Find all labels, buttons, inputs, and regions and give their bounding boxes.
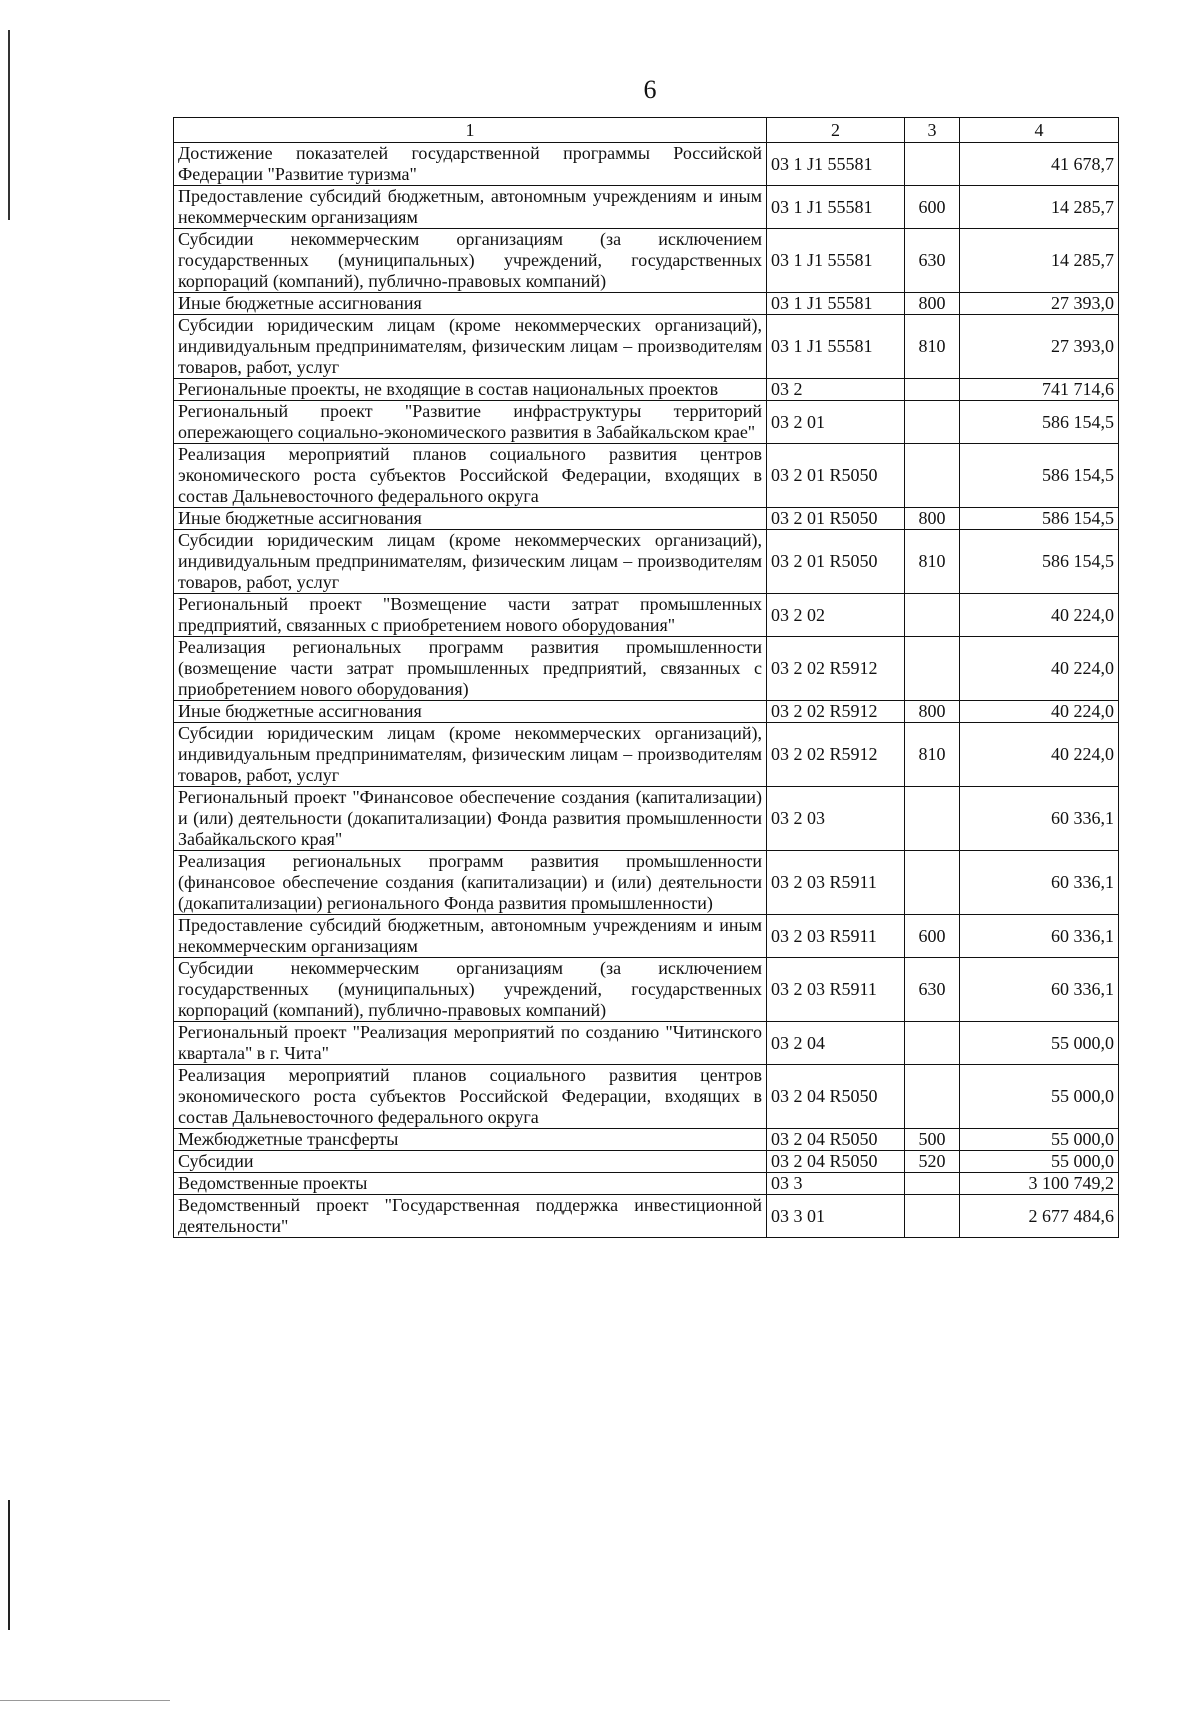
- cell-amount: 55 000,0: [960, 1022, 1119, 1065]
- cell-name: Субсидии юридическим лицам (кроме некоммерческих организаций), индивидуальным предпринимателям, физическим лицам – производителям товаров, работ, услуг: [174, 530, 767, 594]
- cell-name: Региональные проекты, не входящие в состав национальных проектов: [174, 379, 767, 401]
- cell-code: 03 3 01: [767, 1195, 905, 1238]
- cell-type: [905, 594, 960, 637]
- cell-amount: 14 285,7: [960, 229, 1119, 293]
- cell-type: 810: [905, 315, 960, 379]
- table-row: [174, 1151, 1119, 1173]
- cell-type: 500: [905, 1129, 960, 1151]
- cell-amount: 3 100 749,2: [960, 1173, 1119, 1195]
- cell-amount: 40 224,0: [960, 701, 1119, 723]
- cell-code: 03 2 02 R5912: [767, 701, 905, 723]
- cell-type: 800: [905, 293, 960, 315]
- cell-code: 03 2 04: [767, 1022, 905, 1065]
- cell-code: 03 2 04 R5050: [767, 1129, 905, 1151]
- cell-code: 03 2 01: [767, 401, 905, 444]
- table-row: [174, 1022, 1119, 1065]
- table-row: [174, 637, 1119, 701]
- cell-code: 03 2 01 R5050: [767, 508, 905, 530]
- cell-amount: 55 000,0: [960, 1151, 1119, 1173]
- table-row: [174, 1065, 1119, 1129]
- cell-code: 03 2 03 R5911: [767, 851, 905, 915]
- table-row: [174, 958, 1119, 1022]
- column-header-type: 3: [905, 118, 960, 143]
- cell-code: 03 2 04 R5050: [767, 1151, 905, 1173]
- table-row: [174, 186, 1119, 229]
- cell-amount: 40 224,0: [960, 637, 1119, 701]
- column-header-name: 1: [174, 118, 767, 143]
- cell-type: 600: [905, 186, 960, 229]
- cell-name: Субсидии некоммерческим организациям (за исключением государственных (муниципальных) учреждений, государственных корпораций (компаний), публично-правовых компаний): [174, 958, 767, 1022]
- column-header-code: 2: [767, 118, 905, 143]
- cell-amount: 586 154,5: [960, 530, 1119, 594]
- cell-type: [905, 1195, 960, 1238]
- cell-code: 03 1 J1 55581: [767, 315, 905, 379]
- table-header-row: [174, 118, 1119, 143]
- cell-type: [905, 637, 960, 701]
- cell-amount: 40 224,0: [960, 594, 1119, 637]
- cell-name: Региональный проект "Развитие инфраструктуры территорий опережающего социально-экономического развития в Забайкальском крае": [174, 401, 767, 444]
- cell-name: Иные бюджетные ассигнования: [174, 293, 767, 315]
- cell-code: 03 2 01 R5050: [767, 444, 905, 508]
- cell-code: 03 2 03 R5911: [767, 915, 905, 958]
- table-row: [174, 401, 1119, 444]
- cell-name: Реализация мероприятий планов социального развития центров экономического роста субъектов Российской Федерации, входящих в состав Дальневосточного федерального округа: [174, 444, 767, 508]
- cell-type: 800: [905, 701, 960, 723]
- cell-name: Предоставление субсидий бюджетным, автономным учреждениям и иным некоммерческим организациям: [174, 186, 767, 229]
- cell-name: Субсидии некоммерческим организациям (за исключением государственных (муниципальных) учреждений, государственных корпораций (компаний), публично-правовых компаний): [174, 229, 767, 293]
- cell-name: Региональный проект "Возмещение части затрат промышленных предприятий, связанных с приобретением нового оборудования": [174, 594, 767, 637]
- cell-amount: 27 393,0: [960, 315, 1119, 379]
- cell-name: Субсидии: [174, 1151, 767, 1173]
- cell-type: 810: [905, 530, 960, 594]
- scan-edge-mark: [8, 30, 10, 220]
- cell-type: [905, 143, 960, 186]
- cell-amount: 55 000,0: [960, 1129, 1119, 1151]
- cell-amount: 586 154,5: [960, 444, 1119, 508]
- cell-name: Ведомственный проект "Государственная поддержка инвестиционной деятельности": [174, 1195, 767, 1238]
- table-row: [174, 293, 1119, 315]
- cell-type: [905, 401, 960, 444]
- cell-name: Субсидии юридическим лицам (кроме некоммерческих организаций), индивидуальным предпринимателям, физическим лицам – производителям товаров, работ, услуг: [174, 723, 767, 787]
- cell-code: 03 2 03: [767, 787, 905, 851]
- cell-amount: 41 678,7: [960, 143, 1119, 186]
- cell-code: 03 2 03 R5911: [767, 958, 905, 1022]
- table-row: [174, 594, 1119, 637]
- cell-code: 03 1 J1 55581: [767, 229, 905, 293]
- cell-name: Реализация мероприятий планов социального развития центров экономического роста субъектов Российской Федерации, входящих в состав Дальневосточного федерального округа: [174, 1065, 767, 1129]
- cell-type: [905, 787, 960, 851]
- cell-code: 03 1 J1 55581: [767, 143, 905, 186]
- budget-table: [173, 117, 1119, 1238]
- cell-amount: 60 336,1: [960, 915, 1119, 958]
- cell-name: Реализация региональных программ развития промышленности (финансовое обеспечение создания (капитализации) и (или) деятельности (докапитализации) регионального Фонда развития промышленности): [174, 851, 767, 915]
- table-row: [174, 787, 1119, 851]
- table-row: [174, 315, 1119, 379]
- table-row: [174, 701, 1119, 723]
- cell-name: Реализация региональных программ развития промышленности (возмещение части затрат промышленных предприятий, связанных с приобретением нового оборудования): [174, 637, 767, 701]
- cell-amount: 586 154,5: [960, 508, 1119, 530]
- cell-type: 600: [905, 915, 960, 958]
- cell-code: 03 2: [767, 379, 905, 401]
- table-row: [174, 379, 1119, 401]
- table-row: [174, 444, 1119, 508]
- cell-amount: 60 336,1: [960, 851, 1119, 915]
- table-row: [174, 1129, 1119, 1151]
- cell-name: Иные бюджетные ассигнования: [174, 508, 767, 530]
- cell-amount: 14 285,7: [960, 186, 1119, 229]
- table-row: [174, 1195, 1119, 1238]
- cell-code: 03 2 02: [767, 594, 905, 637]
- cell-code: 03 1 J1 55581: [767, 293, 905, 315]
- cell-type: 630: [905, 229, 960, 293]
- cell-name: Предоставление субсидий бюджетным, автономным учреждениям и иным некоммерческим организациям: [174, 915, 767, 958]
- table-row: [174, 723, 1119, 787]
- cell-code: 03 1 J1 55581: [767, 186, 905, 229]
- cell-amount: 27 393,0: [960, 293, 1119, 315]
- cell-amount: 40 224,0: [960, 723, 1119, 787]
- cell-type: 800: [905, 508, 960, 530]
- cell-amount: 2 677 484,6: [960, 1195, 1119, 1238]
- cell-name: Достижение показателей государственной программы Российской Федерации "Развитие туризма": [174, 143, 767, 186]
- cell-type: 810: [905, 723, 960, 787]
- scan-edge-mark: [8, 1500, 10, 1630]
- cell-code: 03 2 02 R5912: [767, 637, 905, 701]
- column-header-amount: 4: [960, 118, 1119, 143]
- cell-name: Иные бюджетные ассигнования: [174, 701, 767, 723]
- cell-name: Региональный проект "Финансовое обеспечение создания (капитализации) и (или) деятельности (докапитализации) Фонда развития промышленности Забайкальского края": [174, 787, 767, 851]
- scan-edge-mark: [0, 1700, 170, 1701]
- cell-name: Межбюджетные трансферты: [174, 1129, 767, 1151]
- cell-name: Субсидии юридическим лицам (кроме некоммерческих организаций), индивидуальным предпринимателям, физическим лицам – производителям товаров, работ, услуг: [174, 315, 767, 379]
- table-row: [174, 508, 1119, 530]
- cell-code: 03 2 01 R5050: [767, 530, 905, 594]
- cell-amount: 60 336,1: [960, 958, 1119, 1022]
- cell-type: [905, 379, 960, 401]
- table-row: [174, 530, 1119, 594]
- cell-amount: 586 154,5: [960, 401, 1119, 444]
- cell-type: 520: [905, 1151, 960, 1173]
- cell-amount: 55 000,0: [960, 1065, 1119, 1129]
- page-number: 6: [643, 75, 657, 104]
- cell-type: [905, 851, 960, 915]
- table-row: [174, 143, 1119, 186]
- table-row: [174, 851, 1119, 915]
- cell-type: 630: [905, 958, 960, 1022]
- table-row: [174, 915, 1119, 958]
- cell-name: Региональный проект "Реализация мероприятий по созданию "Читинского квартала" в г. Чита": [174, 1022, 767, 1065]
- cell-amount: 60 336,1: [960, 787, 1119, 851]
- cell-code: 03 2 02 R5912: [767, 723, 905, 787]
- table-row: [174, 1173, 1119, 1195]
- cell-code: 03 3: [767, 1173, 905, 1195]
- cell-amount: 741 714,6: [960, 379, 1119, 401]
- cell-type: [905, 1065, 960, 1129]
- cell-type: [905, 1173, 960, 1195]
- cell-type: [905, 444, 960, 508]
- cell-code: 03 2 04 R5050: [767, 1065, 905, 1129]
- cell-type: [905, 1022, 960, 1065]
- cell-name: Ведомственные проекты: [174, 1173, 767, 1195]
- table-row: [174, 229, 1119, 293]
